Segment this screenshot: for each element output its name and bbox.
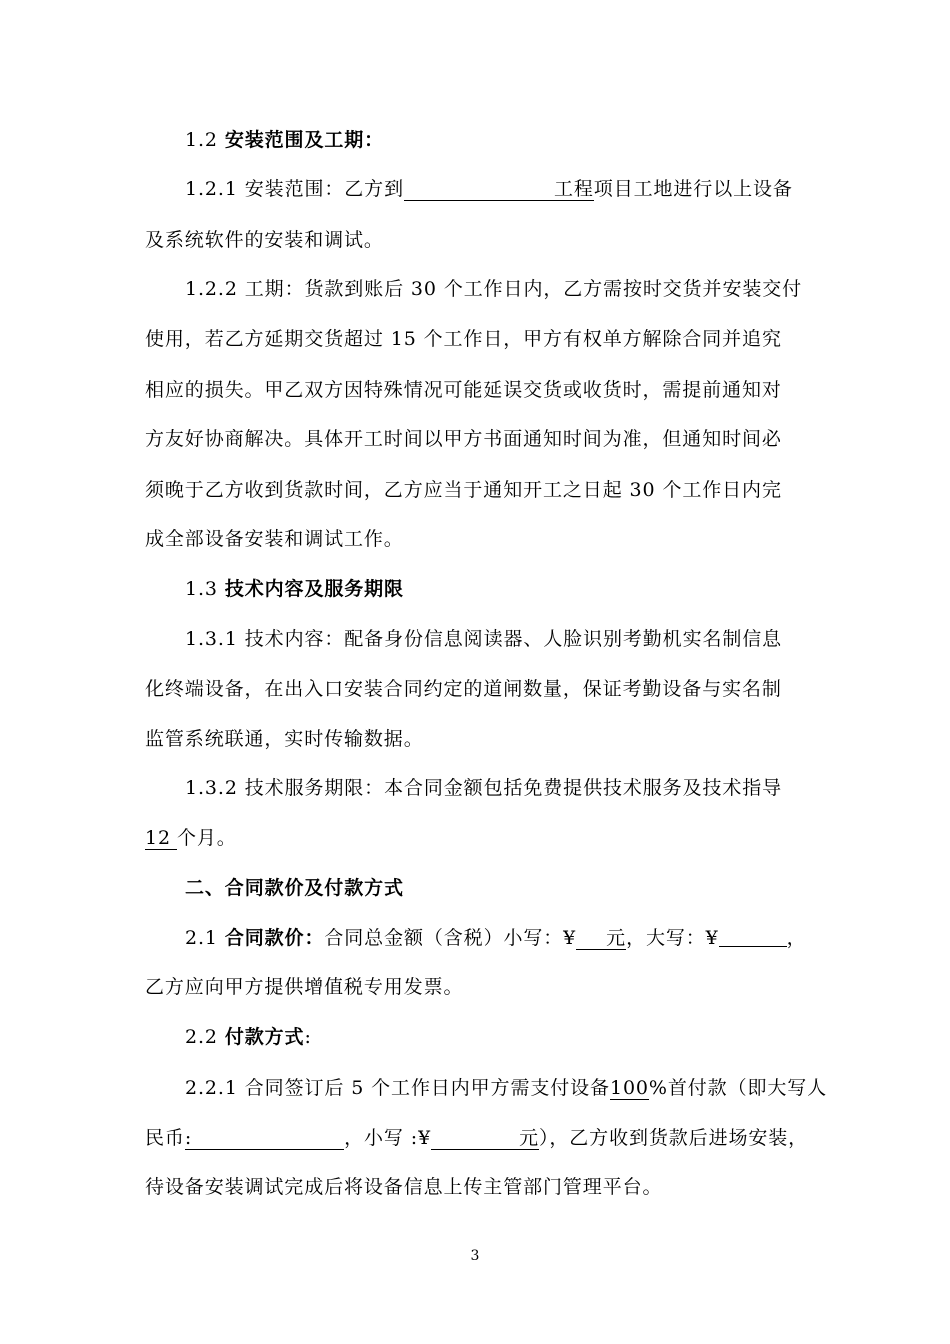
clause-2-2-1: 2.2.1 合同签订后 5 个工作日内甲方需支付设备100%首付款（即大写人 <box>185 1077 828 1099</box>
section-number: 1.2 <box>185 129 225 151</box>
amount-rmb-uppercase-blank: : <box>185 1127 344 1150</box>
clause-text: 1.2.1 安装范围：乙方到 <box>185 178 404 200</box>
section-title: 安装范围及工期： <box>224 129 385 151</box>
heading-section-2: 二、合同款价及付款方式 <box>185 877 404 899</box>
clause-text: 项目工地进行以上设备 <box>593 178 793 200</box>
down-payment-percent-blank: 100 <box>609 1077 649 1099</box>
page-number: 3 <box>470 1248 480 1264</box>
paragraph-line: 待设备安装调试完成后将设备信息上传主管部门管理平台。 <box>145 1176 663 1198</box>
amount-rmb-lowercase-blank: 元 <box>431 1127 539 1150</box>
paragraph-line: 方友好协商解决。具体开工时间以甲方书面通知时间为准，但通知时间必 <box>145 428 782 450</box>
paragraph-line: 使用，若乙方延期交货超过 15 个工作日，甲方有权单方解除合同并追究 <box>145 328 782 350</box>
section-title: 技术内容及服务期限 <box>224 578 404 600</box>
paragraph-line: 须晚于乙方收到货款时间，乙方应当于通知开工之日起 30 个工作日内完 <box>145 479 782 501</box>
paragraph-line: 监管系统联通，实时传输数据。 <box>145 728 424 750</box>
project-name-blank: 工程 <box>404 178 594 201</box>
section-number: 1.3 <box>185 578 225 600</box>
paragraph-line: 民币: ，小写 :¥ 元），乙方收到货款后进场安装， <box>145 1127 809 1149</box>
heading-1-2 <box>185 127 810 153</box>
clause-2-1: 2.1 合同款价：合同总金额（含税）小写：¥ 元，大写：¥ ， <box>185 927 807 949</box>
service-months-blank: 12 <box>145 827 177 850</box>
amount-uppercase-blank <box>719 926 787 947</box>
heading-2-2: 2.2 付款方式: <box>185 1026 312 1048</box>
section-number: 2.2 <box>185 1026 225 1048</box>
section-number: 2.1 <box>185 927 225 949</box>
amount-lowercase-blank: 元 <box>576 927 626 950</box>
section-title: 合同款价： <box>224 927 325 949</box>
section-title: 付款方式 <box>224 1026 305 1048</box>
paragraph-line: 化终端设备，在出入口安装合同约定的道闸数量，保证考勤设备与实名制 <box>145 678 782 700</box>
paragraph-line: 成全部设备安装和调试工作。 <box>145 528 404 550</box>
paragraph-line: 12个月。 <box>145 827 237 849</box>
paragraph-line: 及系统软件的安装和调试。 <box>145 229 384 251</box>
clause-1-3-1: 1.3.1 技术内容：配备身份信息阅读器、人脸识别考勤机实名制信息 <box>185 628 783 650</box>
heading-1-3 <box>185 576 810 602</box>
clause-1-2-2: 1.2.2 工期：货款到账后 30 个工作日内，乙方需按时交货并安装交付 <box>185 278 803 300</box>
clause-1-2-1 <box>185 176 810 202</box>
clause-1-3-2: 1.3.2 技术服务期限：本合同金额包括免费提供技术服务及技术指导 <box>185 777 783 799</box>
paragraph-line: 相应的损失。甲乙双方因特殊情况可能延误交货或收货时，需提前通知对 <box>145 379 782 401</box>
paragraph-line: 乙方应向甲方提供增值税专用发票。 <box>145 976 464 998</box>
